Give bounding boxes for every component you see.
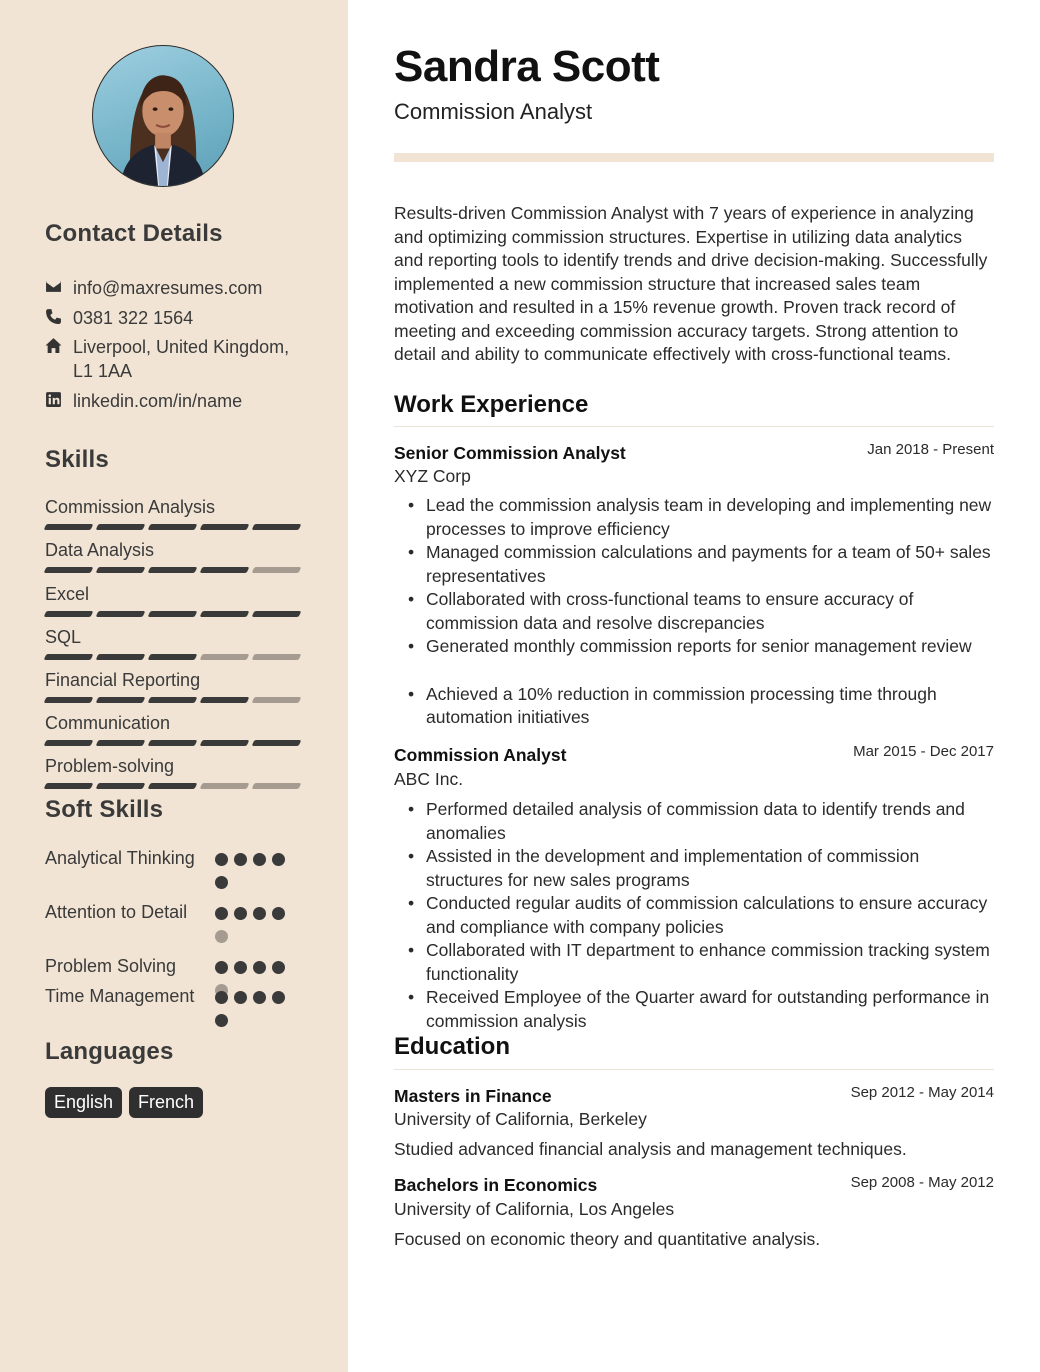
work-title: Work Experience <box>394 391 589 418</box>
skill-level-segment <box>200 697 250 703</box>
soft-skill-rating <box>215 991 295 1027</box>
contact-linkedin[interactable] <box>45 389 313 413</box>
skill-level-bar <box>45 740 301 746</box>
list-item: • Lead the commission analysis team in developing and implementing new processes to improve efficiency <box>426 494 994 541</box>
phone-icon <box>45 306 73 326</box>
list-item: • Assisted in the development and implementation of commission structures for new sales programs <box>426 845 994 892</box>
list-item: • Conducted regular audits of commission calculations to ensure accuracy and compliance with company policies <box>426 892 994 939</box>
skill-item <box>45 712 301 746</box>
job-bullets <box>394 798 994 1033</box>
rating-dot <box>272 961 285 974</box>
degree-title: Bachelors in Economics <box>394 1175 598 1195</box>
list-item: • Managed commission calculations and payments for a team of 50+ sales representatives <box>426 541 994 588</box>
skill-level-segment <box>44 567 94 573</box>
rating-dot <box>215 907 228 920</box>
skill-item <box>45 669 301 703</box>
rating-dot <box>215 876 228 889</box>
degree-description: Focused on economic theory and quantitative analysis. <box>394 1229 821 1249</box>
skill-level-segment <box>252 654 302 660</box>
skill-level-bar <box>45 654 301 660</box>
list-item: • Collaborated with cross-functional teams to ensure accuracy of commission data and resolve discrepancies <box>426 588 994 635</box>
skill-level-segment <box>252 697 302 703</box>
accent-bar <box>394 153 994 162</box>
envelope-icon <box>45 276 73 296</box>
skill-level-bar <box>45 783 301 789</box>
skill-level-segment <box>148 567 198 573</box>
skill-level-segment <box>96 783 146 789</box>
rating-dot <box>253 991 266 1004</box>
contact-email[interactable] <box>45 276 313 300</box>
list-item: • Performed detailed analysis of commission data to identify trends and anomalies <box>426 798 994 845</box>
school-name: University of California, Berkeley <box>394 1109 647 1129</box>
education-title: Education <box>394 1033 511 1060</box>
skill-level-segment <box>44 740 94 746</box>
job-bullets <box>394 494 994 730</box>
skill-item <box>45 626 301 660</box>
rating-dot <box>253 961 266 974</box>
skill-level-segment <box>96 524 146 530</box>
skill-name: Commission Analysis <box>45 497 216 517</box>
skill-level-segment <box>96 611 146 617</box>
skill-level-segment <box>44 697 94 703</box>
soft-skills-title: Soft Skills <box>45 796 164 823</box>
skill-level-segment <box>96 697 146 703</box>
divider <box>394 426 994 427</box>
rating-dot <box>215 961 228 974</box>
soft-skill-rating <box>215 853 295 889</box>
skill-level-segment <box>252 611 302 617</box>
skill-level-segment <box>44 611 94 617</box>
divider <box>394 1069 994 1070</box>
skill-level-segment <box>148 611 198 617</box>
skill-level-bar <box>45 524 301 530</box>
language-tag: French <box>129 1087 203 1118</box>
rating-dot <box>234 961 247 974</box>
rating-dot <box>234 991 247 1004</box>
skill-level-segment <box>148 740 198 746</box>
skill-name: Excel <box>45 584 90 604</box>
linkedin-text: linkedin.com/in/name <box>73 391 243 411</box>
list-item: • Collaborated with IT department to enhance commission tracking system functionality <box>426 939 994 986</box>
skill-level-segment <box>252 783 302 789</box>
skill-name: SQL <box>45 627 82 647</box>
language-tags <box>45 1087 203 1118</box>
skill-level-segment <box>200 783 250 789</box>
language-tag: English <box>45 1087 122 1118</box>
email-text: info@maxresumes.com <box>73 278 263 298</box>
skill-level-segment <box>200 654 250 660</box>
skill-level-segment <box>148 524 198 530</box>
profile-photo <box>93 46 233 186</box>
linkedin-icon <box>45 389 73 409</box>
skill-level-segment <box>200 567 250 573</box>
school-name: University of California, Los Angeles <box>394 1199 675 1219</box>
job-dates: Jan 2018 - Present <box>867 441 994 458</box>
list-item: • Achieved a 10% reduction in commission processing time through automation initiatives <box>426 683 994 730</box>
degree-description: Studied advanced financial analysis and management techniques. <box>394 1139 907 1159</box>
rating-dot <box>272 907 285 920</box>
page-title: Sandra Scott <box>394 42 660 91</box>
rating-dot <box>234 907 247 920</box>
skill-level-segment <box>252 567 302 573</box>
soft-skill-rating <box>215 907 295 943</box>
skill-level-segment <box>148 654 198 660</box>
skill-level-segment <box>96 740 146 746</box>
job-title: Senior Commission Analyst <box>394 443 626 463</box>
skill-level-segment <box>252 740 302 746</box>
contact-address <box>45 335 313 383</box>
skill-level-segment <box>96 567 146 573</box>
skill-item <box>45 755 301 789</box>
soft-skill-item <box>45 847 305 870</box>
soft-skill-item <box>45 901 305 924</box>
list-item: • Received Employee of the Quarter award for outstanding performance in commission analysis <box>426 986 994 1033</box>
skill-level-segment <box>148 697 198 703</box>
soft-skill-name: Problem Solving <box>45 956 177 976</box>
soft-skill-name: Attention to Detail <box>45 902 188 922</box>
degree-dates: Sep 2008 - May 2012 <box>850 1174 994 1191</box>
job-dates: Mar 2015 - Dec 2017 <box>853 743 994 760</box>
skill-level-segment <box>148 783 198 789</box>
rating-dot <box>234 853 247 866</box>
avatar <box>92 45 234 187</box>
soft-skill-name: Analytical Thinking <box>45 848 195 868</box>
skill-level-segment <box>200 611 250 617</box>
skill-level-segment <box>96 654 146 660</box>
rating-dot <box>215 1014 228 1027</box>
rating-dot <box>253 907 266 920</box>
rating-dot <box>215 853 228 866</box>
job-title: Commission Analyst <box>394 745 567 765</box>
address-text: Liverpool, United Kingdom, L1 1AA <box>73 337 290 381</box>
skill-level-segment <box>44 654 94 660</box>
job-company: ABC Inc. <box>394 769 464 789</box>
skill-level-bar <box>45 611 301 617</box>
phone-text: 0381 322 1564 <box>73 308 194 328</box>
degree-title: Masters in Finance <box>394 1086 552 1106</box>
contact-phone[interactable] <box>45 306 313 330</box>
soft-skill-item <box>45 955 305 978</box>
skill-level-bar <box>45 697 301 703</box>
skill-name: Data Analysis <box>45 540 155 560</box>
rating-dot <box>215 991 228 1004</box>
skills-title: Skills <box>45 446 109 473</box>
skill-level-segment <box>200 740 250 746</box>
skill-name: Problem-solving <box>45 756 175 776</box>
soft-skill-item <box>45 985 305 1008</box>
rating-dot <box>272 991 285 1004</box>
skill-level-segment <box>44 524 94 530</box>
degree-dates: Sep 2012 - May 2014 <box>850 1084 994 1101</box>
list-item: • Generated monthly commission reports for senior management review <box>426 635 994 659</box>
contact-title: Contact Details <box>45 220 223 247</box>
job-role: Commission Analyst <box>394 99 593 124</box>
summary-text: Results-driven Commission Analyst with 7 years of experience in analyzing and optimizing commission structures. Expertise in utilizing data analytics and reporting tools to identify trends and drive decision-making. Successfully implemented a new commission structure that increased sales team motivation and resulted in a 15% revenue growth. Proven track record of meeting and exceeding commission accuracy targets. Strong attention to detail and ability to communicate effectively with cross-functional teams. <box>394 203 988 364</box>
skill-item <box>45 583 301 617</box>
skill-level-bar <box>45 567 301 573</box>
skill-name: Communication <box>45 713 171 733</box>
skill-level-segment <box>200 524 250 530</box>
rating-dot <box>215 930 228 943</box>
rating-dot <box>253 853 266 866</box>
skill-name: Financial Reporting <box>45 670 201 690</box>
home-icon <box>45 335 73 355</box>
skill-item <box>45 496 301 530</box>
job-company: XYZ Corp <box>394 466 471 486</box>
skill-item <box>45 539 301 573</box>
languages-title: Languages <box>45 1038 174 1065</box>
skill-level-segment <box>44 783 94 789</box>
skill-level-segment <box>252 524 302 530</box>
sidebar <box>0 0 348 1372</box>
soft-skill-name: Time Management <box>45 986 195 1006</box>
rating-dot <box>272 853 285 866</box>
